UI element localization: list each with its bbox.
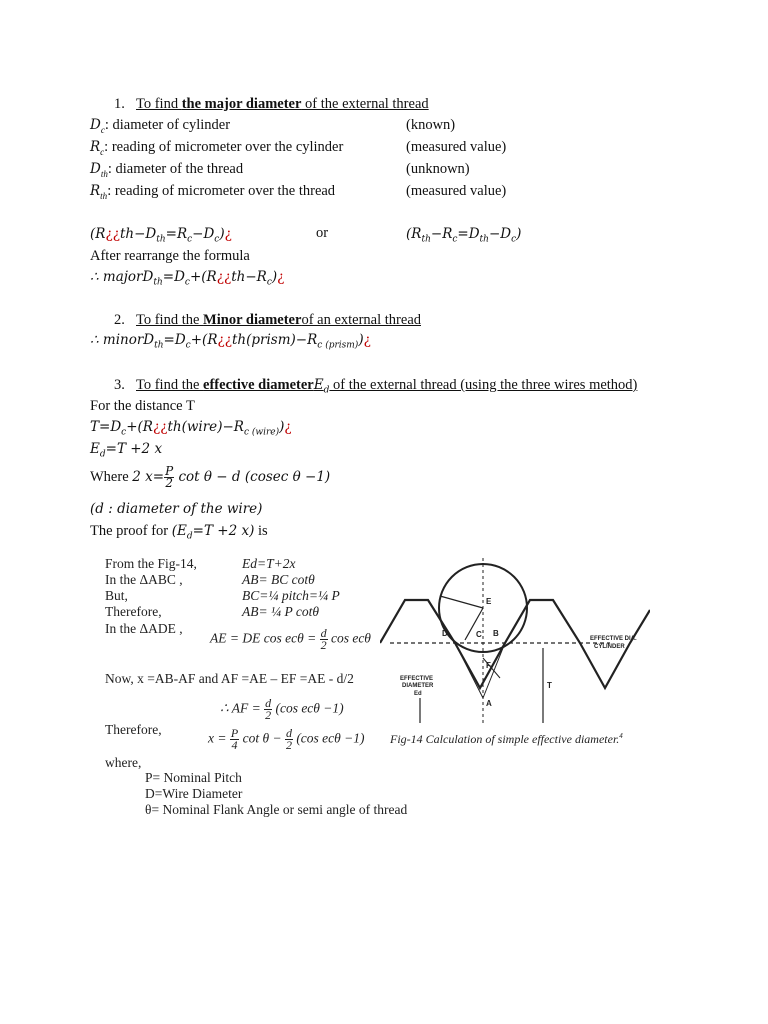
pt-a: A [486,699,492,708]
fig-eq3: BC=¼ pitch=¼ P [242,588,340,603]
formula-t: $T=D_c+(R¿¿th(wire)-R_{c (wire)})¿$ [90,419,292,438]
fig-in-ade: In the ΔADE , [105,621,183,636]
section1-heading [136,95,429,113]
distance-text: For the distance T [90,398,195,414]
def-row-text: : reading of micrometer over the thread [107,183,336,199]
fig-caption [390,728,623,747]
fig-eq2: AB= BC cotθ [242,572,315,587]
def-row-symbol: D [90,117,101,133]
fig-frac-den: 2 [265,708,272,722]
formula-minor: ∴ $minorD_{th}=D_c+(R¿¿th(prism)-R_{c (prism)})¿$ [90,332,371,351]
fig-in-abc: In the ΔABC , [105,572,183,587]
section3-number: 3. [114,377,125,393]
fig-eq5-pre: AE = DE cos ecθ = [210,630,317,646]
pt-t: T [547,681,552,690]
fig-frac-den: 2 [320,638,327,652]
def-row-rc [90,138,343,161]
section2-heading-pre: To find the [136,312,204,328]
fig-eq6-pre: ∴ AF = [220,700,261,716]
fig-where: where, [105,755,142,770]
def-row-sub: th [100,190,108,201]
pt-b: B [493,629,499,638]
proof-post: is [254,523,268,539]
fig-eq6-post: (cos ecθ −1) [275,700,344,716]
fig-def-d: D=Wire Diameter [145,786,243,801]
or-text: or [316,225,329,241]
fig-caption-sup: 4 [619,732,623,740]
fig-frac-num: d [320,626,327,640]
def-row-sub: c [100,146,105,157]
fig-frac-den: 2 [285,738,292,752]
def-row-symbol: R [90,183,101,199]
fig-now-line: Now, x =AB-AF and AF =AE – EF =AE - d/2 [105,671,354,686]
fig-caption-text: Fig-14 Calculation of simple effective diameter. [390,732,620,746]
fig-frac-num: d [265,696,272,710]
def-row-dth [90,160,243,183]
def-row-symbol: R [90,139,101,155]
section3-heading-pre: To find the [136,377,204,393]
fig-def-theta: θ= Nominal Flank Angle or semi angle of thread [145,802,408,817]
label-effective-dia-2: DIAMETER [402,683,434,689]
section2-heading-post: of an external thread [301,312,421,328]
fig-eq5 [210,628,371,651]
label-effective-cyl-2: CYLINDER [594,644,625,650]
fig-eq7-mid: cot θ − [242,730,282,746]
formula-ed: $E_d=T +2$ x [90,441,163,460]
label-effective-cyl-1: EFFECTIVE DIA. [590,636,637,642]
fig-def-p: P= Nominal Pitch [145,770,242,785]
pt-e: E [486,597,492,606]
d-definition: (d : diameter of the wire) [90,501,263,517]
def-row-dc-note: (known) [406,117,456,133]
def-row-text: : diameter of cylinder [104,117,231,133]
fig-frac-num: P [230,726,239,740]
formula-major-result: ∴ $majorD_{th}=D_c+(R¿¿th-R_c)¿$ [90,269,285,288]
fig-eq7-post: (cos ecθ −1) [296,730,365,746]
def-row-symbol: D [90,161,101,177]
proof-pre: The proof for [90,523,172,539]
section3-heading-bold: effective diameter [203,377,314,393]
formula-major-1: $(R¿¿th-D_{th}=R_c-D_c)¿$ [90,226,232,245]
section1-heading-bold: the major diameter [181,96,302,112]
section2-heading [136,311,421,329]
section1-number: 1. [114,96,125,112]
pt-d: D [442,629,448,638]
pt-f: F [486,661,491,670]
fig-eq7 [208,728,365,751]
formula-2x: Where 2 x= $\frac{P}{2}$ cot θ − d (cosec θ −1) [90,464,331,490]
def-row-dc [90,116,230,139]
pt-c: C [476,630,482,639]
fig-from: From the Fig-14, [105,556,197,571]
fig-therefore1: Therefore, [105,604,162,619]
def-row-rth [90,182,335,205]
section3-heading [136,376,637,400]
section2-number: 2. [114,312,125,328]
section3-heading-post: of the external thread (using the three wires method) [329,377,638,393]
where-text: Where [90,469,129,485]
section1-heading-pre: To find [136,96,182,112]
fig-eq7-pre: x = [208,730,227,746]
fig-frac-num: d [285,726,292,740]
label-effective-dia-1: EFFECTIVE [400,676,434,682]
proof-line: The proof for ($E_d=T +2$ x) is [90,523,268,542]
thread-diagram [380,548,650,748]
def-row-sub: c [100,124,105,135]
fig-eq1: Ed=T+2x [242,556,296,571]
fig-therefore2: Therefore, [105,722,162,737]
def-row-sub: th [100,168,108,179]
section3-heading-ed: $E_d$ [313,377,330,396]
figure-14 [90,548,650,828]
def-row-rth-note: (measured value) [406,183,507,199]
def-row-text: : reading of micrometer over the cylinder [104,139,344,155]
def-row-dth-note: (unknown) [406,161,470,177]
fig-frac-den: 4 [231,738,238,752]
label-ed: Ed [414,691,422,697]
def-row-rc-note: (measured value) [406,139,507,155]
fig-eq4: AB= ¼ P cotθ [242,604,319,619]
fig-eq5-post: cos ecθ [330,630,371,646]
section2-heading-bold: Minor diameter [203,312,302,328]
fig-but: But, [105,588,128,603]
rearrange-text: After rearrange the formula [90,248,250,264]
formula-major-2: $(R_{th}-R_c=D_{th}-D_c)$ [406,226,522,245]
fig-eq6 [220,698,344,721]
section1-heading-post: of the external thread [301,96,429,112]
def-row-text: : diameter of the thread [107,161,244,177]
